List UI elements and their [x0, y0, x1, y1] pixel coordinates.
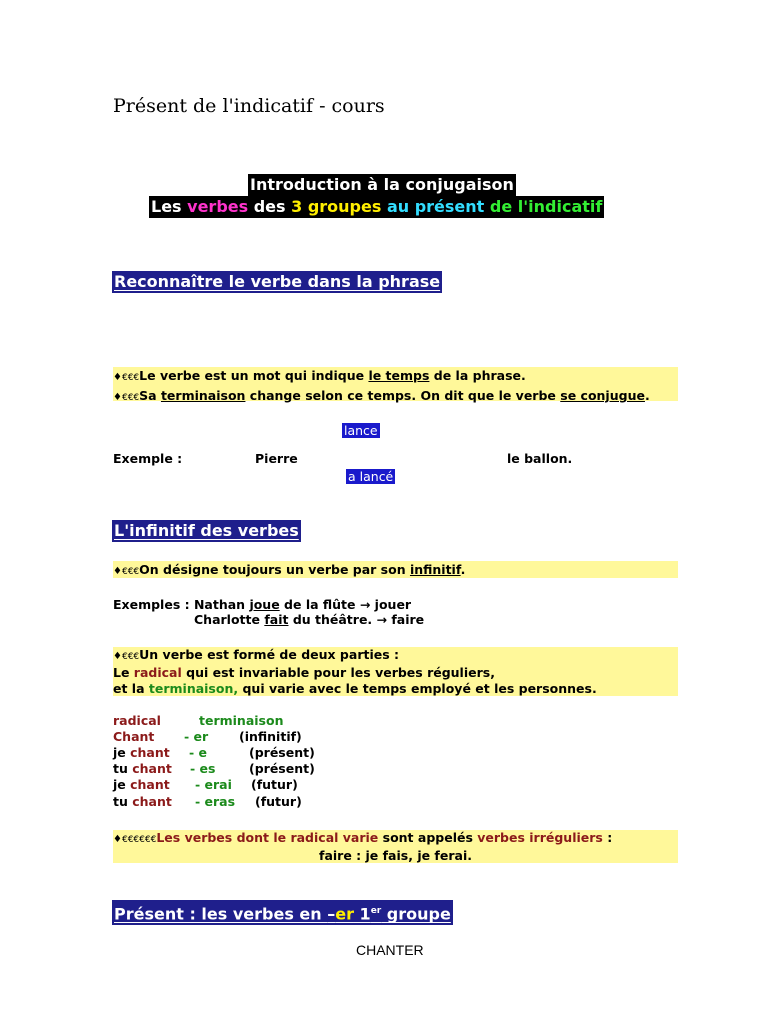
tense: (infinitif) — [239, 729, 302, 744]
terminaison: - eras — [195, 794, 236, 809]
note-line — [113, 387, 678, 407]
verb-lance: lance — [344, 423, 378, 438]
note-verbe-definition — [113, 367, 678, 401]
heading-text: 1 — [353, 904, 371, 924]
examples-label: Exemples : — [113, 597, 194, 612]
example-verb-past — [346, 466, 395, 485]
note-underlined: se conjugue — [560, 388, 645, 403]
intro-indicatif: de l'indicatif — [484, 197, 603, 216]
note-example: faire : je fais, je ferai. — [319, 848, 472, 863]
intro-text: des — [248, 197, 292, 216]
intro-title: Introduction à la conjugaison — [250, 175, 514, 194]
example-label: Exemple : — [113, 451, 183, 466]
example-subject: Pierre — [255, 451, 298, 466]
note-line — [113, 367, 678, 387]
table-row — [113, 761, 172, 776]
note-underlined: terminaison — [160, 388, 246, 403]
example-verb: joue — [249, 597, 280, 612]
note-line — [113, 647, 678, 665]
note-text: sont appelés — [378, 830, 478, 845]
intro-text: Les — [151, 197, 188, 216]
table-header-radical: radical — [113, 713, 161, 728]
diamond-bullet-icon: ♦ — [113, 392, 122, 403]
euro-glyphs: €€€ — [121, 393, 140, 403]
note-text: . — [644, 388, 650, 403]
heading-dash: – — [327, 904, 336, 924]
section-heading-infinitif: L'infinitif des verbes — [114, 521, 299, 540]
intro-line-1 — [248, 174, 516, 196]
heading-sup: er — [370, 906, 382, 916]
tense: (futur) — [255, 794, 302, 809]
radical-word: radical — [133, 665, 182, 680]
verb-chanter: CHANTER — [356, 942, 424, 958]
note-underlined: infinitif — [409, 562, 461, 577]
note-verbes-irreguliers — [113, 830, 678, 863]
note-line — [113, 848, 678, 864]
verb-a-lance: a lancé — [348, 469, 394, 484]
terminaison: - er — [184, 729, 209, 744]
intro-verbes: verbes — [187, 197, 249, 216]
diamond-bullet-icon: ♦ — [113, 834, 122, 845]
terminaison-word: terminaison, — [148, 681, 239, 696]
note-text: . — [460, 562, 466, 577]
example-verb-present — [342, 420, 380, 439]
terminaison: - es — [190, 761, 216, 776]
note-text: qui varie avec le temps employé et les personnes. — [238, 681, 597, 696]
note-text: et la — [113, 681, 149, 696]
table-row — [113, 729, 154, 744]
note-text: Le verbe est un mot qui indique — [139, 368, 369, 383]
example-object: le ballon. — [507, 451, 573, 466]
tense: (présent) — [249, 745, 315, 760]
note-red-text: Les verbes dont le radical varie — [156, 830, 379, 845]
heading-text: groupe — [381, 904, 451, 924]
radical: chant — [130, 777, 170, 792]
radical: chant — [132, 761, 172, 776]
intro-groupes: 3 groupes — [291, 197, 382, 216]
radical: Chant — [113, 729, 155, 744]
example-text: Nathan — [193, 597, 250, 612]
section-heading-reconnaitre: Reconnaître le verbe dans la phrase — [114, 272, 441, 291]
euro-glyphs: €€€ — [121, 373, 140, 383]
table-row — [113, 777, 170, 792]
terminaison: - erai — [195, 777, 232, 792]
example-verb: fait — [264, 612, 289, 627]
note-line — [113, 561, 678, 581]
heading-er: er — [335, 904, 354, 924]
note-red-text: verbes irréguliers — [477, 830, 603, 845]
pronoun: je — [113, 777, 131, 792]
note-underlined: le temps — [368, 368, 430, 383]
terminaison: - e — [189, 745, 208, 760]
euro-glyphs: €€€ — [121, 652, 140, 662]
note-text: Sa — [139, 388, 161, 403]
note-radical-terminaison — [113, 647, 678, 696]
tense: (présent) — [249, 761, 315, 776]
diamond-bullet-icon: ♦ — [113, 566, 122, 577]
pronoun: je — [113, 745, 131, 760]
pronoun: tu — [113, 794, 133, 809]
radical: chant — [130, 745, 170, 760]
examples-line-1 — [113, 597, 411, 612]
example-text: du théâtre. → faire — [288, 612, 425, 627]
intro-line-2 — [149, 196, 604, 218]
note-text: : — [602, 830, 613, 845]
intro-present: au présent — [381, 197, 485, 216]
diamond-bullet-icon: ♦ — [113, 372, 122, 383]
note-infinitif — [113, 561, 678, 578]
heading-text: Présent : les verbes en — [114, 904, 328, 924]
examples-line-2 — [194, 612, 424, 627]
example-text: de la flûte → jouer — [279, 597, 412, 612]
diamond-bullet-icon: ♦ — [113, 651, 122, 662]
table-row — [113, 794, 172, 809]
note-text: Un verbe est formé de deux parties : — [139, 647, 400, 662]
table-header-terminaison: terminaison — [199, 713, 284, 728]
note-line — [113, 665, 678, 681]
note-line — [113, 830, 678, 848]
page-title: Présent de l'indicatif - cours — [113, 95, 385, 117]
note-line — [113, 681, 678, 697]
example-text: Charlotte — [194, 612, 265, 627]
euro-glyphs: €€€€€€ — [121, 835, 157, 845]
note-text: change selon ce temps. On dit que le verbe — [245, 388, 561, 403]
table-row — [113, 745, 170, 760]
section-heading-premier-groupe — [112, 900, 453, 925]
note-text: On désigne toujours un verbe par son — [139, 562, 410, 577]
pronoun: tu — [113, 761, 133, 776]
note-text: Le — [113, 665, 134, 680]
note-text: de la phrase. — [429, 368, 526, 383]
radical: chant — [132, 794, 172, 809]
tense: (futur) — [251, 777, 298, 792]
euro-glyphs: €€€ — [121, 567, 140, 577]
note-text: qui est invariable pour les verbes réguliers, — [181, 665, 495, 680]
